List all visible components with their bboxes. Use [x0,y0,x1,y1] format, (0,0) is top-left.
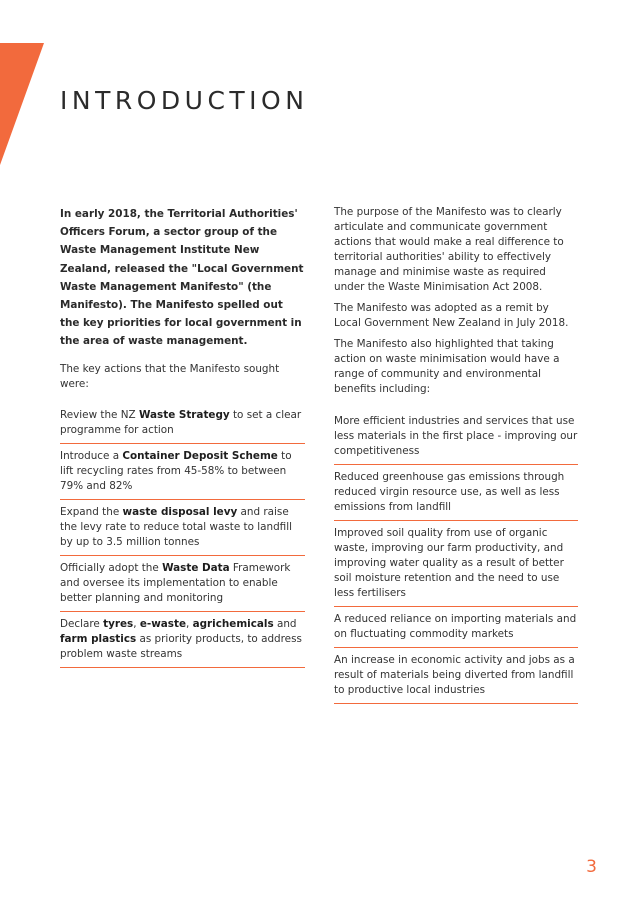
list-item: Declare tyres, e-waste, agrichemicals and farm plastics as priority products, to address problem waste streams [60,612,305,668]
right-column [334,205,578,704]
benefits-list [334,409,578,704]
intro-paragraph: In early 2018, the Territorial Authorities' Officers Forum, a sector group of the Waste Management Institute New Zealand, released the "Local Government Waste Management Manifesto" (the Manifesto). The Manifesto spelled out the key priorities for local government in the area of waste management. [60,208,304,348]
orange-accent-triangle [0,0,45,170]
page-number: 3 [586,857,597,877]
key-actions-list [60,403,305,668]
list-item: Officially adopt the Waste Data Framework and oversee its implementation to enable better planning and monitoring [60,556,305,612]
list-item: Introduce a Container Deposit Scheme to lift recycling rates from 45-58% to between 79% and 82% [60,444,305,500]
list-item: Review the NZ Waste Strategy to set a clear programme for action [60,403,305,444]
list-item: Improved soil quality from use of organic waste, improving our farm productivity, and improving water quality as a result of better soil moisture retention and the need to use less fertilisers [334,521,578,607]
list-item: A reduced reliance on importing materials and on fluctuating commodity markets [334,607,578,648]
page-title: INTRODUCTION [60,86,309,115]
list-item: Reduced greenhouse gas emissions through reduced virgin resource use, as well as less emissions from landfill [334,465,578,521]
highlighted-paragraph: The Manifesto also highlighted that taking action on waste minimisation would have a range of community and environmental benefits including: [334,338,560,395]
list-item: More efficient industries and services that use less materials in the first place - improving our competitiveness [334,409,578,465]
purpose-paragraph: The purpose of the Manifesto was to clearly articulate and communicate government actions that would make a real difference to territorial authorities' ability to effectively manage and minimise waste as required under the Waste Minimisation Act 2008. [334,206,564,293]
adopted-paragraph: The Manifesto was adopted as a remit by Local Government New Zealand in July 2018. [334,302,569,329]
list-item: Expand the waste disposal levy and raise the levy rate to reduce total waste to landfill by up to 3.5 million tonnes [60,500,305,556]
key-actions-lead: The key actions that the Manifesto sought were: [60,362,280,390]
left-column [60,205,305,668]
list-item: An increase in economic activity and jobs as a result of materials being diverted from landfill to productive local industries [334,648,578,704]
